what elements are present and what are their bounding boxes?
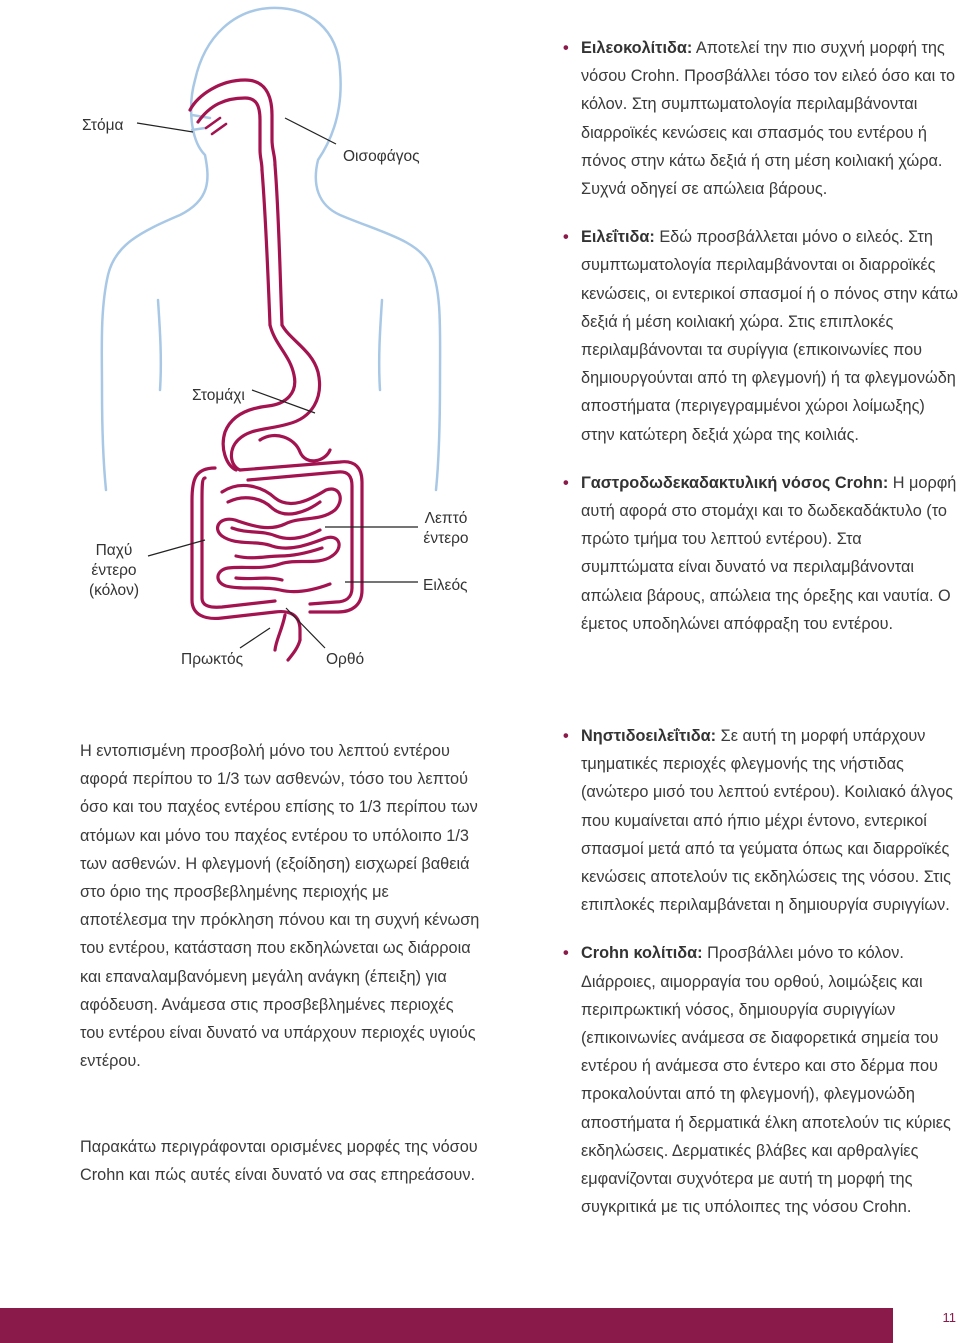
bullet-icon: • [563, 228, 569, 247]
bullet-icon: • [563, 944, 569, 963]
intro-paragraph-2: Παρακάτω περιγράφονται ορισμένες μορφές της νόσου Crohn και πώς αυτές είναι δυνατό να σας επηρεάσουν. [80, 1138, 478, 1185]
form-term: Ειλεοκολίτιδα: [581, 39, 693, 57]
bullet-icon: • [563, 727, 569, 745]
bullet-icon: • [563, 39, 569, 57]
form-description: Η μορφή αυτή αφορά στο στομάχι και το δωδεκαδάκτυλο (το πρώτο τμήμα του λεπτού εντέρου). Στα συμπτώματα είναι δυνατό να περιλαμβάνονται απώλεια βάρους, απώλεια της όρεξης και ναυτία. Ο έμετος υποδηλώνει απόφραξη του εντέρου. [581, 473, 957, 633]
label-ileum: Ειλεός [423, 577, 468, 594]
intro-paragraph-1: Η εντοπισμένη προσβολή μόνο του λεπτού εντέρου αφορά περίπου το 1/3 των ασθενών, τόσο του λεπτού όσο και του παχέος εντέρου επίσης το 1/3 περίπου των ατόμων και μόνο του παχέος εντέρου το υπόλοιπο 1/3 των ασθενών. Η φλεγμονή (εξοίδηση) εισχωρεί βαθειά στο όριο της προσβεβλημένης περιοχής με αποτέλεσμα την πρόκληση πόνου και τη συχνή κένωση του εντέρου, κατάσταση που εκδηλώνεται ως διάρροια και επαναλαμβανόμενη μεγάλη ανάγκη (έπειξη) για αφόδευση. Ανάμεσα στις προσβεβλημένες περιοχές του εντέρου είναι δυνατό να υπάρχουν περιοχές υγιούς εντέρου. [80, 742, 480, 1071]
label-stomach: Στομάχι [192, 387, 245, 404]
body-outline [102, 8, 440, 490]
label-mouth: Στόμα [82, 117, 124, 134]
label-large-intestine: Παχύ έντερο (κόλον) [88, 542, 140, 600]
crohn-forms-list-top [563, 34, 958, 638]
label-small-intestine: Λεπτό έντερο [423, 510, 469, 548]
label-anus: Ορθό [326, 651, 365, 668]
bullet-icon: • [563, 473, 569, 492]
label-rectum: Πρωκτός [181, 651, 244, 668]
form-term: Γαστροδωδεκαδακτυλική νόσος Crohn: [581, 473, 889, 492]
form-gastroduodenal [563, 469, 958, 638]
form-ileocolitis [563, 34, 958, 203]
form-ileitis [563, 223, 958, 449]
form-description: Αποτελεί την πιο συχνή μορφή της νόσου Crohn. Προσβάλλει τόσο τον ειλεό όσο και το κόλον. Στη συμπτωματολογία περιλαμβάνονται διαρροϊκές κενώσεις και σπασμός του εντέρου ή πόνος στην κάτω δεξιά ή στη μέση κοιλιακή χώρα. Συχνά οδηγεί σε απώλεια βάρους. [581, 39, 956, 199]
form-description: Σε αυτή τη μορφή υπάρχουν τμηματικές περιοχές φλεγμονής της νήστιδας (ανώτερο μισό του λεπτού εντέρου). Κοιλιακό άλγος που κυμαίνεται από ήπιο μέχρι έντονο, εντερικοί σπασμοί μετά από τα γεύματα όπως και διαρροϊκές κενώσεις αποτελούν τις εκδηλώσεις της νόσου. Στις επιπλοκές περιλαμβάνεται η δημιουργία συριγγίων. [581, 727, 954, 915]
form-description: Εδώ προσβάλλεται μόνο ο ειλεός. Στη συμπτωματολογία περιλαμβάνονται οι διαρροϊκές κενώσεις, οι εντερικοί σπασμοί ή ο πόνος στην κάτω δεξιά ή μέση κοιλιακή χώρα. Στις επιπλοκές περιλαμβάνονται τα συρίγγια (επικοινωνίες που δημιουργούνται από τη φλεγμονή) ή τα φλεγμονώδη αποστήματα (περιγεγραμμένοι χώροι λοίμωξης) στην κατώτερη δεξιά χώρα της κοιλιάς. [581, 228, 958, 444]
crohn-forms-list-bottom [563, 722, 958, 1221]
label-esophagus: Οισοφάγος [343, 148, 420, 165]
form-term: Ειλεΐτιδα: [581, 228, 655, 247]
form-term: Νηστιδοειλεΐτιδα: [581, 727, 717, 745]
digestive-tract [190, 80, 362, 660]
form-term: Crohn κολίτιδα: [581, 944, 703, 963]
page-number: 11 [942, 1310, 956, 1325]
form-crohn-colitis [563, 939, 958, 1221]
form-jejunoileitis [563, 722, 958, 919]
form-description: Προσβάλλει μόνο το κόλον. Διάρροιες, αιμορραγία του ορθού, λοιμώξεις και περιπρωκτική νόσος, δημιουργία συριγγίων (επικοινωνίες ανάμεσα σε διαφορετικά σημεία του εντέρου ή ανάμεσα στο έντερο και στο δέρμα που προκαλούνται από τη φλεγμονή), φλεγμονώδη αποστήματα ή δερματικά έλκη αποτελούν τις κύριες εκδηλώσεις. Δερματικές βλάβες και αρθραλγίες εμφανίζονται συχνότερα με αυτή τη μορφή της συγκριτικά με τις υπόλοιπες της νόσου Crohn. [581, 944, 951, 1217]
footer-bar [0, 1308, 893, 1343]
